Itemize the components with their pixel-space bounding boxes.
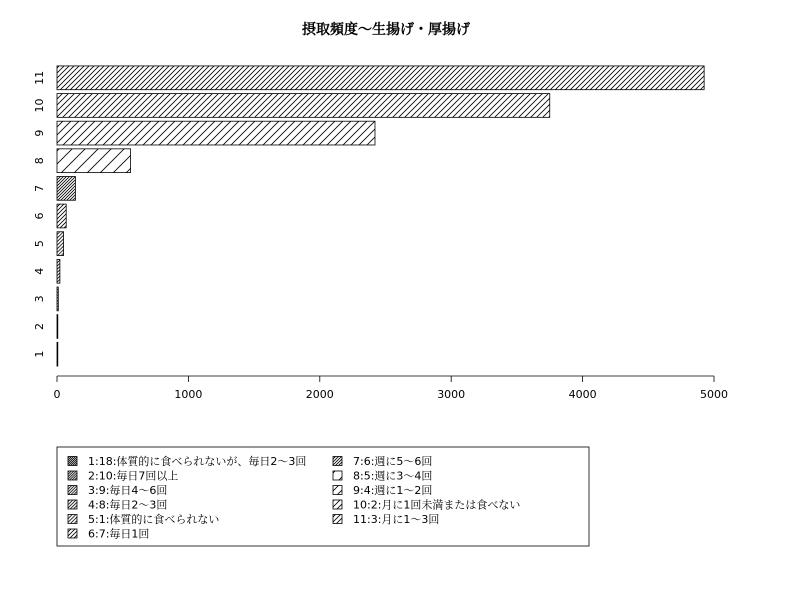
bar-8 (57, 149, 131, 173)
legend-label: 10:2:月に1回未満または食べない (353, 498, 521, 512)
legend-swatch (68, 457, 77, 466)
y-tick-label: 4 (32, 267, 46, 275)
bar-1 (57, 342, 58, 366)
bar-4 (57, 259, 60, 283)
legend-swatch (68, 486, 77, 495)
y-tick-label: 1 (32, 350, 46, 358)
legend-label: 2:10:毎日7回以上 (88, 469, 179, 483)
legend-swatch (68, 529, 77, 538)
legend-swatch (333, 500, 342, 509)
bar-2 (57, 315, 58, 339)
bar-7 (57, 176, 75, 200)
legend-swatch (68, 515, 77, 524)
x-tick-label: 2000 (305, 388, 334, 401)
legend-swatch (333, 486, 342, 495)
bar-3 (57, 287, 58, 311)
bar-10 (57, 94, 550, 118)
legend-label: 5:1:体質的に食べられない (88, 512, 220, 526)
y-tick-label: 2 (32, 323, 46, 331)
legend-label: 7:6:週に5〜6回 (353, 454, 433, 468)
x-axis (54, 376, 729, 401)
legend-label: 9:4:週に1〜2回 (353, 483, 433, 497)
y-tick-label: 7 (32, 184, 46, 192)
y-tick-label: 8 (32, 157, 46, 165)
y-tick-label: 9 (32, 129, 46, 137)
y-tick-label: 10 (32, 98, 46, 113)
y-tick-label: 6 (32, 212, 46, 220)
x-tick-label: 4000 (568, 388, 597, 401)
bar-6 (57, 204, 66, 228)
legend-swatch (333, 515, 342, 524)
x-tick-label: 1000 (174, 388, 203, 401)
legend-label: 4:8:毎日2〜3回 (88, 498, 168, 512)
chart-title: 摂取頻度〜生揚げ・厚揚げ (302, 22, 470, 38)
legend (57, 447, 589, 546)
legend-label: 11:3:月に1〜3回 (353, 512, 440, 526)
bar-9 (57, 121, 375, 145)
x-tick-label: 3000 (437, 388, 466, 401)
legend-label: 1:18:体質的に食べられないが、毎日2〜3回 (88, 454, 307, 468)
legend-swatch (333, 457, 342, 466)
x-tick-label: 5000 (700, 388, 728, 401)
legend-label: 8:5:週に3〜4回 (353, 469, 433, 483)
legend-swatch (68, 500, 77, 509)
legend-label: 6:7:毎日1回 (88, 527, 150, 541)
y-tick-label: 11 (32, 70, 46, 85)
bar-11 (57, 66, 704, 90)
y-tick-label: 5 (32, 240, 46, 248)
x-tick-label: 0 (53, 388, 61, 401)
y-tick-label: 3 (32, 295, 46, 303)
legend-swatch (333, 471, 342, 480)
legend-swatch (68, 471, 77, 480)
bar-5 (57, 232, 64, 256)
legend-label: 3:9:毎日4〜6回 (88, 483, 168, 497)
